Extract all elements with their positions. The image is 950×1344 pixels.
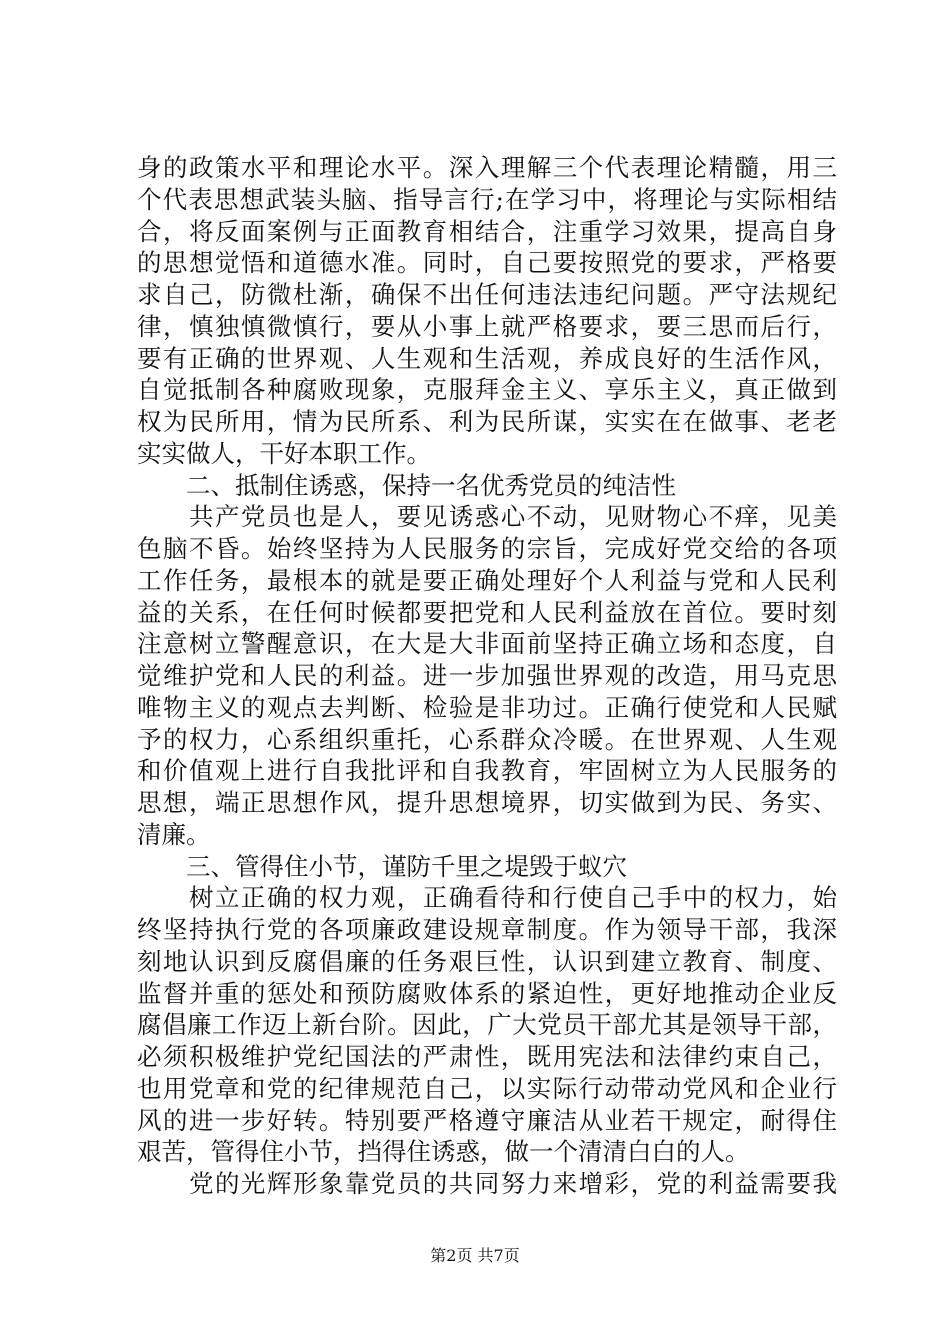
text-line: 风的进一步好转。特别要严格遵守廉洁从业若干规定，耐得住 — [137, 1105, 837, 1135]
text-line: 求自己，防微杜渐，确保不出任何违法违纪问题。严守法规纪 — [137, 280, 837, 309]
text-line: 身的政策水平和理论水平。深入理解三个代表理论精髓，用三 — [137, 153, 837, 182]
text-line: 树立正确的权力观，正确看待和行使自己手中的权力，始 — [137, 883, 837, 913]
text-line: 腐倡廉工作迈上新台阶。因此，广大党员干部尤其是领导干部， — [137, 1010, 837, 1040]
text-line: 益的关系，在任何时候都要把党和人民利益放在首位。要时刻 — [137, 597, 837, 627]
text-line: 思想，端正思想作风，提升思想境界，切实做到为民、务实、 — [137, 788, 837, 817]
text-line: 清廉。 — [137, 819, 211, 849]
text-line: 权为民所用，情为民所系、利为民所谋，实实在在做事、老老 — [137, 407, 837, 436]
text-line: 终坚持执行党的各项廉政建设规章制度。作为领导干部，我深 — [137, 915, 837, 944]
text-line: 的思想觉悟和道德水准。同时，自己要按照党的要求，严格要 — [137, 248, 837, 278]
text-line: 工作任务，最根本的就是要正确处理好个人利益与党和人民利 — [137, 565, 837, 595]
text-line: 刻地认识到反腐倡廉的任务艰巨性，认识到建立教育、制度、 — [137, 946, 837, 976]
text-line: 予的权力，心系组织重托，心系群众冷暖。在世界观、人生观 — [137, 724, 837, 754]
text-line: 要有正确的世界观、人生观和生活观，养成良好的生活作风， — [137, 343, 837, 373]
text-line: 觉维护党和人民的利益。进一步加强世界观的改造，用马克思 — [137, 661, 837, 690]
text-line: 注意树立警醒意识，在大是大非面前坚持正确立场和态度，自 — [137, 629, 837, 659]
text-line: 也用党章和党的纪律规范自己，以实际行动带动党风和企业行 — [137, 1073, 837, 1103]
section-heading: 三、管得住小节，谨防千里之堤毁于蚁穴 — [137, 851, 627, 881]
text-line: 唯物主义的观点去判断、检验是非功过。正确行使党和人民赋 — [137, 692, 837, 722]
text-line: 监督并重的惩处和预防腐败体系的紧迫性，更好地推动企业反 — [137, 978, 837, 1008]
text-line: 实实做人，干好本职工作。 — [137, 438, 431, 468]
document-body — [137, 152, 837, 1200]
text-line: 艰苦，管得住小节，挡得住诱惑，做一个清清白白的人。 — [137, 1137, 750, 1167]
text-line: 必须积极维护党纪国法的严肃性，既用宪法和法律约束自己， — [137, 1042, 837, 1071]
text-line: 合，将反面案例与正面教育相结合，注重学习效果，提高自身 — [137, 216, 837, 246]
text-line: 律，慎独慎微慎行，要从小事上就严格要求，要三思而后行， — [137, 311, 837, 341]
text-line: 色脑不昏。始终坚持为人民服务的宗旨，完成好党交给的各项 — [137, 534, 837, 563]
page-footer: 第2页 共7页 — [430, 1246, 520, 1265]
text-line: 党的光辉形象靠党员的共同努力来增彩，党的利益需要我 — [137, 1169, 837, 1198]
text-line: 共产党员也是人，要见诱惑心不动，见财物心不痒，见美 — [137, 502, 837, 532]
section-heading: 二、抵制住诱惑，保持一名优秀党员的纯洁性 — [137, 470, 676, 500]
text-line: 个代表思想武装头脑、指导言行;在学习中，将理论与实际相结 — [137, 184, 837, 214]
text-line: 自觉抵制各种腐败现象，克服拜金主义、享乐主义，真正做到 — [137, 375, 837, 405]
text-line: 和价值观上进行自我批评和自我教育，牢固树立为人民服务的 — [137, 756, 837, 786]
